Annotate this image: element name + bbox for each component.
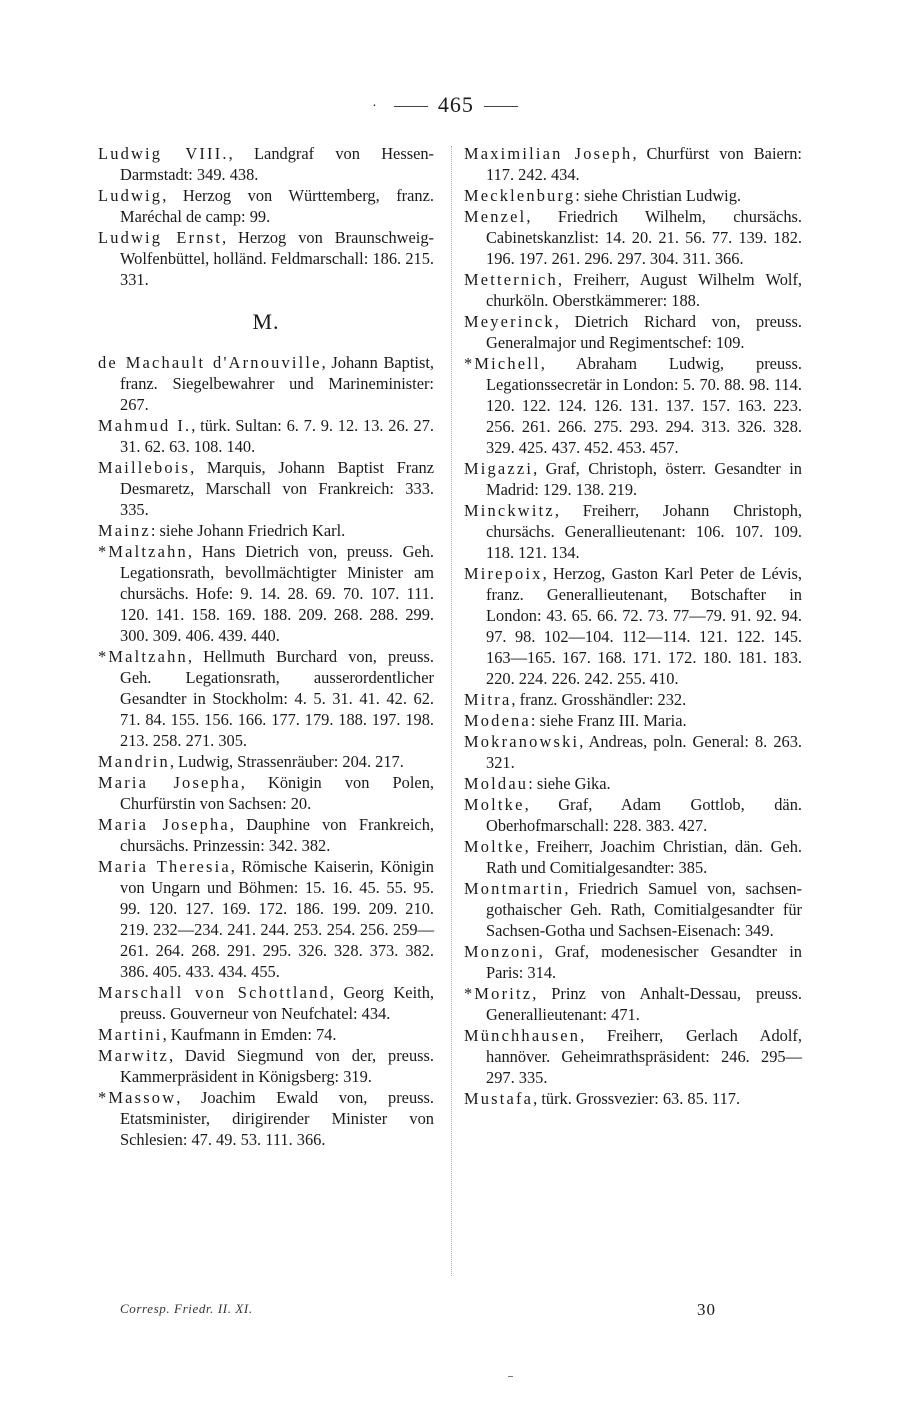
entry-text: , Graf, modenesischer Gesandter in Paris: 314.: [486, 942, 802, 982]
index-entry: [464, 353, 802, 458]
index-entry: [464, 143, 802, 185]
entry-text: , franz. Grosshändler: 232.: [511, 690, 687, 709]
entry-name: Monzoni: [464, 942, 539, 961]
entry-name: Mokranowski: [464, 732, 580, 751]
header-rule-right: [484, 106, 518, 107]
entry-text: , Hellmuth Burchard von, preuss. Geh. Legationsrath, ausserordentlicher Gesandter in Stockholm: 4. 5. 31. 41. 42. 62. 71. 84. 155. 156. 166. 177. 179. 188. 197. 198. 213. 258. 271. 305.: [120, 647, 434, 750]
index-column-left: [98, 143, 434, 1150]
entry-name: Mitra: [464, 690, 512, 709]
entry-name: Metternich: [464, 270, 558, 289]
entry-name: Maria Josepha: [98, 773, 241, 792]
index-entry: [98, 856, 434, 982]
entry-text: , Herzog, Gaston Karl Peter de Lévis, franz. Generallieutenant, Botschafter in London: 43. 65. 66. 72. 73. 77—79. 91. 92. 94. 97. 98. 102—104. 112—114. 121. 122. 145. 163—165. 167. 168. 171. 172. 180. 181. 183. 220. 224. 226. 242. 255. 410.: [486, 564, 802, 688]
entry-text: , Kaufmann in Emden: 74.: [162, 1025, 337, 1044]
entry-text: , Johann Baptist, franz. Siegelbewahrer und Marineminister: 267.: [120, 353, 434, 414]
index-entry: [464, 773, 802, 794]
bottom-mark: [508, 1376, 513, 1377]
entry-name: Mahmud I.: [98, 416, 192, 435]
entry-text: , türk. Grossvezier: 63. 85. 117.: [533, 1089, 741, 1108]
index-entry: [98, 227, 434, 290]
index-entry: [98, 1087, 434, 1150]
entry-text: : siehe Christian Ludwig.: [575, 186, 742, 205]
index-entry: [98, 143, 434, 185]
entry-text: , Graf, Christoph, österr. Gesandter in Madrid: 129. 138. 219.: [486, 459, 802, 499]
index-entry: [98, 415, 434, 457]
index-entry: [98, 1024, 434, 1045]
index-entry: [98, 1045, 434, 1087]
entry-name: Ludwig VIII.: [98, 144, 229, 163]
entry-text: , Marquis, Johann Baptist Franz Desmaretz, Marschall von Frankreich: 333. 335.: [120, 458, 434, 519]
entry-text: , Freiherr, Johann Christoph, chursächs. Generallieutenant: 106. 107. 109. 118. 121. 134.: [486, 501, 802, 562]
entry-text: , Königin von Polen, Churfürstin von Sachsen: 20.: [120, 773, 434, 813]
entry-name: Martini: [98, 1025, 163, 1044]
entry-name: de Machault d'Arnouville: [98, 353, 322, 372]
entry-name: Münchhausen: [464, 1026, 581, 1045]
entry-text: , Dietrich Richard von, preuss. Generalmajor und Regimentschef: 109.: [486, 312, 802, 352]
section-heading: M.: [252, 309, 280, 334]
entry-text: , Joachim Ewald von, preuss. Etatsminister, dirigirender Minister von Schlesien: 47. 49. 53. 111. 366.: [120, 1088, 434, 1149]
index-entry: [464, 206, 802, 269]
entry-text: : siehe Johann Friedrich Karl.: [150, 521, 346, 540]
index-entry: [98, 520, 434, 541]
entry-name: Moldau: [464, 774, 529, 793]
entry-name: Mandrin: [98, 752, 170, 771]
entry-name: Maria Theresia: [98, 857, 231, 876]
index-entry: [464, 311, 802, 353]
entry-name: Maria Josepha: [98, 815, 230, 834]
index-entry: [464, 878, 802, 941]
entry-name: Migazzi: [464, 459, 534, 478]
entry-text: , Herzog von Württemberg, franz. Maréchal de camp: 99.: [120, 186, 434, 226]
index-entry: [98, 814, 434, 856]
entry-name: Maximilian Joseph: [464, 144, 633, 163]
index-entry: [464, 689, 802, 710]
index-entry: [98, 646, 434, 751]
entry-text: , Herzog von Braunschweig-Wolfenbüttel, holländ. Feldmarschall: 186. 215. 331.: [120, 228, 434, 289]
entry-name: Mustafa: [464, 1089, 534, 1108]
entry-text: , Georg Keith, preuss. Gouverneur von Neufchatel: 434.: [120, 983, 434, 1023]
ornament-dot: ·: [372, 98, 378, 114]
index-entry: [464, 941, 802, 983]
entry-name: Marschall von Schottland: [98, 983, 330, 1002]
entry-name: Ludwig Ernst: [98, 228, 222, 247]
entry-name: Minckwitz: [464, 501, 555, 520]
entry-text: , Abraham Ludwig, preuss. Legationssecretär in London: 5. 70. 88. 98. 114. 120. 122. 124. 126. 131. 137. 157. 163. 223. 256. 261. 266. 275. 293. 294. 313. 326. 328. 329. 425. 437. 452. 453. 457.: [486, 354, 802, 457]
entry-name: Menzel: [464, 207, 527, 226]
index-entry: [464, 1088, 802, 1109]
entry-name: Moltke: [464, 795, 525, 814]
entry-name: Mecklenburg: [464, 186, 576, 205]
index-entry: [98, 457, 434, 520]
entry-text: : siehe Gika.: [528, 774, 611, 793]
index-entry: [464, 563, 802, 689]
entry-text: , Freiherr, Joachim Christian, dän. Geh. Rath und Comitialgesandter: 385.: [486, 837, 802, 877]
index-entry: [98, 751, 434, 772]
entry-name: *Michell: [464, 354, 541, 373]
entry-text: , Churfürst von Baiern: 117. 242. 434.: [486, 144, 802, 184]
entry-name: Maillebois: [98, 458, 191, 477]
index-entry: [464, 983, 802, 1025]
entry-text: , Dauphine von Frankreich, chursächs. Prinzessin: 342. 382.: [120, 815, 434, 855]
entry-text: , Friedrich Samuel von, sachsen-gothaischer Geh. Rath, Comitialgesandter für Sachsen-Gotha und Sachsen-Eisenach: 349.: [486, 879, 802, 940]
index-entry: [464, 458, 802, 500]
index-entry: [464, 269, 802, 311]
entry-name: Mirepoix: [464, 564, 543, 583]
entry-text: , David Siegmund von der, preuss. Kammerpräsident in Königsberg: 319.: [120, 1046, 434, 1086]
page-header: [0, 92, 900, 118]
index-entry: [464, 794, 802, 836]
index-column-right: [464, 143, 802, 1109]
index-entry: [98, 982, 434, 1024]
entry-name: *Maltzahn: [98, 542, 188, 561]
entry-name: *Massow: [98, 1088, 177, 1107]
index-entry: [464, 836, 802, 878]
entry-name: Mainz: [98, 521, 151, 540]
entry-text: , Andreas, poln. General: 8. 263. 321.: [486, 732, 802, 772]
page-number: 465: [437, 92, 474, 117]
index-entry: [464, 710, 802, 731]
index-entry: [98, 772, 434, 814]
entry-text: , Landgraf von Hessen-Darmstadt: 349. 438.: [120, 144, 435, 184]
entry-text: , Friedrich Wilhelm, chursächs. Cabinetskanzlist: 14. 20. 21. 56. 77. 139. 182. 196. 197. 261. 296. 297. 304. 311. 366.: [486, 207, 802, 268]
entry-name: Marwitz: [98, 1046, 169, 1065]
entry-name: Ludwig: [98, 186, 163, 205]
entry-name: Modena: [464, 711, 531, 730]
column-divider: [451, 146, 452, 1276]
entry-text: , Prinz von Anhalt-Dessau, preuss. Generallieutenant: 471.: [486, 984, 802, 1024]
entry-name: Moltke: [464, 837, 525, 856]
index-entry: [464, 731, 802, 773]
entry-text: , türk. Sultan: 6. 7. 9. 12. 13. 26. 27. 31. 62. 63. 108. 140.: [120, 416, 434, 456]
index-entry: [464, 500, 802, 563]
index-entry: [464, 185, 802, 206]
header-rule-left: [394, 106, 428, 107]
footer-citation: Corresp. Friedr. II. XI.: [120, 1301, 253, 1316]
entry-name: *Maltzahn: [98, 647, 188, 666]
entry-text: , Ludwig, Strassenräuber: 204. 217.: [169, 752, 404, 771]
index-entry: [98, 185, 434, 227]
index-entry: [98, 352, 434, 415]
entry-name: Meyerinck: [464, 312, 555, 331]
entry-text: , Graf, Adam Gottlob, dän. Oberhofmarschall: 228. 383. 427.: [486, 795, 802, 835]
signature-mark: 30: [697, 1300, 716, 1319]
entry-text: , Römische Kaiserin, Königin von Ungarn und Böhmen: 15. 16. 45. 55. 95. 99. 120. 127. 169. 172. 186. 199. 209. 210. 219. 232—234. 241. 244. 253. 254. 256. 259—261. 264. 268. 291. 295. 326. 328. 373. 382. 386. 405. 433. 434. 455.: [120, 857, 434, 981]
index-entry: [464, 1025, 802, 1088]
entry-name: *Moritz: [464, 984, 533, 1003]
index-entry: [98, 541, 434, 646]
entry-name: Montmartin: [464, 879, 565, 898]
entry-text: , Freiherr, Gerlach Adolf, hannöver. Geheimrathspräsident: 246. 295—297. 335.: [486, 1026, 802, 1087]
entry-text: : siehe Franz III. Maria.: [530, 711, 687, 730]
entry-text: , Hans Dietrich von, preuss. Geh. Legationsrath, bevollmächtigter Minister am chursächs. Hofe: 9. 14. 28. 69. 70. 107. 111. 120. 141. 158. 169. 188. 209. 268. 288. 299. 300. 309. 406. 439. 440.: [120, 542, 434, 645]
entry-text: , Freiherr, August Wilhelm Wolf, churköln. Oberstkämmerer: 188.: [486, 270, 802, 310]
